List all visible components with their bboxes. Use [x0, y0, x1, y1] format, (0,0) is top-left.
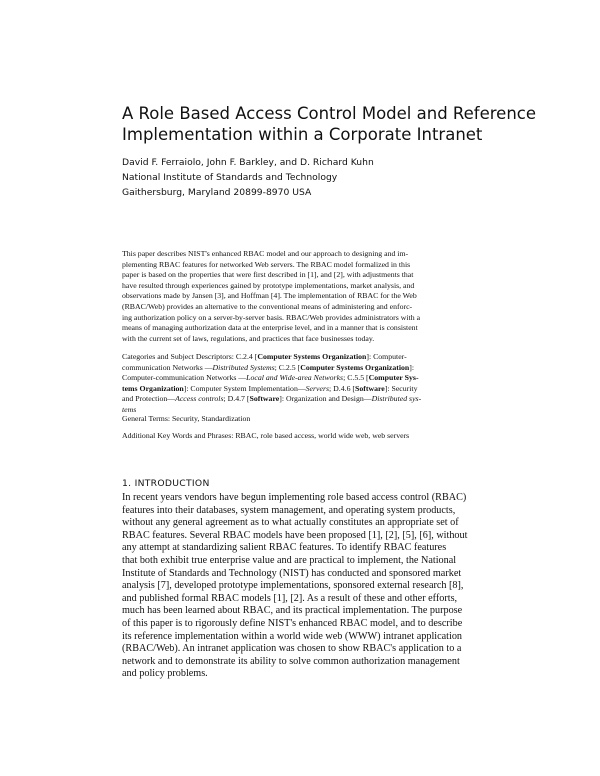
abstract-line: observations made by Jansen [3], and Hoffman [4]. The implementation of RBAC for the Web: [122, 291, 417, 301]
categories-line: communication Networks —Distributed Systems; C.2.5 [Computer Systems Organization]:: [122, 362, 415, 372]
author-institution: National Institute of Standards and Technology: [122, 172, 338, 183]
abstract-line: plementing RBAC features for networked Web servers. The RBAC model formalized in this: [122, 259, 411, 269]
abstract-line: means of managing authorization data at the enterprise level, and in a manner that is consistent: [122, 323, 418, 333]
section-heading: 1. INTRODUCTION: [122, 478, 210, 489]
abstract-line: with the current set of laws, regulations, and practices that face businesses today.: [122, 333, 375, 343]
body-line: Institute of Standards and Technology (NIST) has conducted and sponsored market: [122, 567, 462, 579]
body-line: much has been learned about RBAC, and its practical implementation. The purpose: [122, 605, 463, 617]
body-line: its reference implementation within a world wide web (WWW) intranet application: [122, 630, 463, 642]
introduction-body: [122, 492, 487, 681]
body-line: of this paper is to rigorously define NIST's enhanced RBAC model, and to describe: [122, 617, 463, 629]
body-line: In recent years vendors have begun implementing role based access control (RBAC): [122, 492, 467, 503]
body-line: any attempt at standardizing salient RBAC features. To identify RBAC features: [122, 542, 447, 554]
abstract-line: This paper describes NIST's enhanced RBAC model and our approach to designing and im-: [122, 249, 409, 258]
body-line: features into their databases, system management, and operating system products,: [122, 504, 456, 516]
body-line: and policy problems.: [122, 668, 208, 680]
body-line: without any general agreement as to what actually constitutes an appropriate set of: [122, 517, 459, 529]
body-line: and published formal RBAC models [1], [2]. As a result of these and other efforts,: [122, 592, 458, 604]
body-line: RBAC features. Several RBAC models have been proposed [1], [2], [5], [6], without: [122, 529, 468, 541]
body-line: that both exhibit true enterprise value and are practical to implement, the National: [122, 554, 457, 566]
author-address: Gaithersburg, Maryland 20899-8970 USA: [122, 187, 312, 198]
title-line: A Role Based Access Control Model and Reference: [122, 104, 537, 123]
body-line: network and to demonstrate its ability to solve common authorization management: [122, 655, 460, 667]
categories-descriptors: [122, 352, 482, 416]
paper-title: [122, 103, 542, 145]
categories-line: tems Organization]: Computer System Implementation—Servers; D.4.6 [Software]: Security: [122, 383, 418, 393]
abstract-line: have resulted through experiences gained by prototype implementations, market analysis, and: [122, 280, 415, 290]
body-line: (RBAC/Web). An intranet application was chosen to show RBAC's application to a: [122, 643, 462, 655]
keywords: Additional Key Words and Phrases: RBAC, role based access, world wide web, web servers: [122, 431, 410, 440]
author-block: [122, 155, 374, 200]
general-terms: General Terms: Security, Standardization: [122, 414, 251, 423]
abstract-line: paper is based on the properties that were first described in [1], and [2], with adjustments that: [122, 270, 414, 280]
categories-line: Computer-communication Networks —Local and Wide-area Networks; C.5.5 [Computer Sys-: [122, 373, 419, 383]
abstract-line: ing authorization policy on a server-by-server basis. RBAC/Web provides administrators with a: [122, 312, 421, 322]
author-names: David F. Ferraiolo, John F. Barkley, and D. Richard Kuhn: [122, 157, 374, 168]
categories-line: and Protection—Access controls; D.4.7 [Software]: Organization and Design—Distributed sys-: [122, 394, 422, 404]
categories-line: tems: [122, 404, 137, 414]
abstract: [122, 249, 482, 344]
abstract-line: (RBAC/Web) provides an alternative to the conventional means of administering and enforc-: [122, 301, 413, 311]
body-line: analysis [7], developed prototype implementations, sponsored external research [8],: [122, 580, 464, 592]
title-line: Implementation within a Corporate Intranet: [122, 125, 483, 144]
categories-line: Categories and Subject Descriptors: C.2.4 [Computer Systems Organization]: Computer-: [122, 352, 407, 361]
